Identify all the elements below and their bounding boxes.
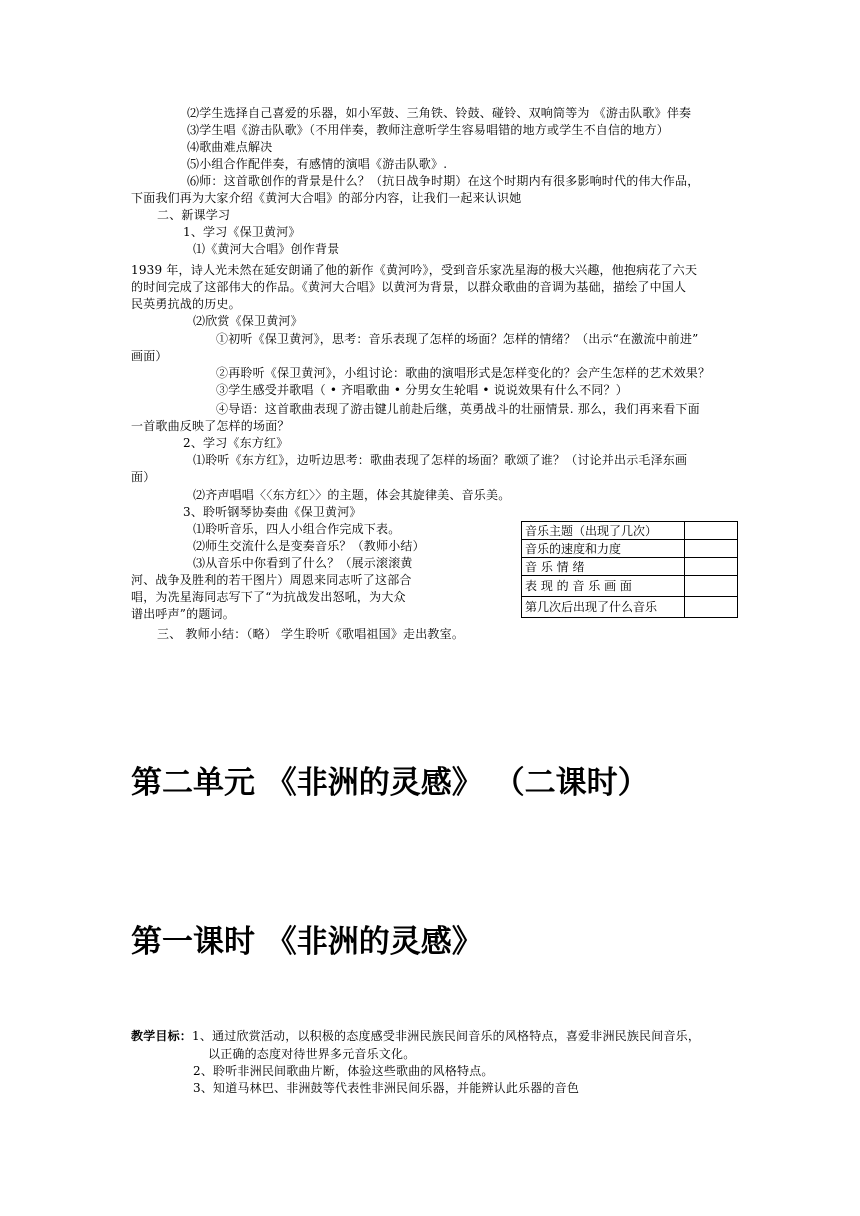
text-line: 一首歌曲反映了怎样的场面？ — [131, 419, 290, 433]
table-row — [522, 558, 738, 576]
goals-label: 教学目标： — [131, 1029, 193, 1043]
text-line: 河、战争及胜利的若干图片）周恩来同志听了这部合 — [131, 573, 412, 587]
goal-item: 1、通过欣赏活动，以积极的态度感受非洲民族民间音乐的风格特点，喜爱非洲民族民间音乐， — [192, 1029, 701, 1043]
table-row — [522, 522, 738, 540]
goal-item: 2、聆听非洲民间歌曲片断，体验这些歌曲的风格特点。 — [193, 1064, 494, 1078]
table-cell-empty — [685, 540, 738, 558]
goal-item: 3、知道马林巴、非洲鼓等代表性非洲民间乐器，并能辨认此乐器的音色 — [193, 1081, 580, 1095]
goals-first-line — [131, 1028, 700, 1044]
table-cell-empty — [685, 558, 738, 576]
paragraph-line: 的时间完成了这部伟大的作品。《黄河大合唱》以黄河为背景，以群众歌曲的音调为基础，描绘了中国人 — [131, 280, 687, 294]
table-row — [522, 597, 738, 618]
text-line: ⑸小组合作配伴奏，有感情的演唱《游击队歌》. — [187, 157, 448, 171]
text-line: ⑵师生交流什么是变奏音乐？（教师小结） — [193, 539, 425, 553]
text-line: ⑴聆听《东方红》，边听边思考：歌曲表现了怎样的场面？歌颂了谁？（讨论并出示毛泽东画 — [193, 453, 688, 467]
lesson-title: 第一课时 《非洲的灵感》 — [131, 924, 483, 960]
text-line: ①初听《保卫黄河》，思考：音乐表现了怎样的场面？怎样的情绪？（出示“在激流中前进” — [216, 332, 699, 346]
table-cell-empty — [685, 576, 738, 597]
text-line: ⑵学生选择自己喜爱的乐器，如小军鼓、三角铁、铃鼓、碰铃、双响筒等为 《游击队歌》伴奏 — [187, 106, 692, 120]
table-row — [522, 576, 738, 597]
text-line: ⑵欣赏《保卫黄河》 — [193, 314, 303, 328]
table-cell-label: 第几次后出现了什么音乐 — [522, 597, 685, 618]
text-line: 谱出呼声”的题词。 — [131, 607, 235, 621]
subsection-heading: 2、学习《东方红》 — [183, 436, 289, 450]
section-heading: 三、 教师小结：（略） 学生聆听《歌唱祖国》走出教室。 — [157, 627, 465, 641]
section-heading: 二、新课学习 — [157, 208, 231, 222]
paragraph-line: 1939 年，诗人光未然在延安朗诵了他的新作《黄河吟》，受到音乐家冼星海的极大兴趣，他抱病花了六天 — [131, 263, 698, 277]
text-line: ②再聆听《保卫黄河》，小组讨论：歌曲的演唱形式是怎样变化的？会产生怎样的艺术效果？ — [216, 366, 711, 380]
text-line: 下面我们再为大家介绍《黄河大合唱》的部分内容，让我们一起来认识她 — [131, 191, 522, 205]
table-cell-label: 音 乐 情 绪 — [522, 558, 685, 576]
text-line: ⑴聆听音乐，四人小组合作完成下表。 — [193, 522, 401, 536]
table-cell-label: 音乐主题（出现了几次） — [522, 522, 685, 540]
paragraph-line: 民英勇抗战的历史。 — [131, 297, 241, 311]
subsection-heading: 3、聆听钢琴协奏曲《保卫黄河》 — [183, 505, 362, 519]
subsection-heading: 1、学习《保卫黄河》 — [183, 225, 301, 239]
text-line: ⑴《黄河大合唱》创作背景 — [193, 242, 340, 256]
unit-title: 第二单元 《非洲的灵感》 （二课时） — [131, 765, 649, 801]
text-line: 面） — [131, 470, 156, 484]
table-cell-empty — [685, 522, 738, 540]
text-line: 画面） — [131, 349, 168, 363]
text-line: ⑹师：这首歌创作的背景是什么？（抗日战争时期）在这个时期内有很多影响时代的伟大作品， — [187, 174, 700, 188]
text-line: ⑶学生唱《游击队歌》（不用伴奏，教师注意听学生容易唱错的地方或学生不自信的地方） — [187, 123, 670, 137]
goal-item: 以正确的态度对待世界多元音乐文化。 — [208, 1047, 416, 1061]
table-row — [522, 540, 738, 558]
table-cell-empty — [685, 597, 738, 618]
text-line: ⑶从音乐中你看到了什么？（展示滚滚黄 — [193, 556, 413, 570]
text-line: ⑵齐声唱唱〈〈东方红〉〉的主题，体会其旋律美、音乐美。 — [193, 488, 511, 502]
music-analysis-table — [521, 521, 738, 618]
text-line: ⑷歌曲难点解决 — [187, 140, 273, 154]
text-line: ④导语：这首歌曲表现了游击键儿前赴后继，英勇战斗的壮丽情景. 那么，我们再来看下面 — [216, 402, 700, 416]
table-cell-label: 表 现 的 音 乐 画 面 — [522, 576, 685, 597]
text-line: 唱，为冼星海同志写下了“为抗战发出怒吼，为大众 — [131, 590, 406, 604]
text-line: ③学生感受并歌唱（ • 齐唱歌曲 • 分男女生轮唱 • 说说效果有什么不同？） — [216, 383, 628, 397]
table-cell-label: 音乐的速度和力度 — [522, 540, 685, 558]
